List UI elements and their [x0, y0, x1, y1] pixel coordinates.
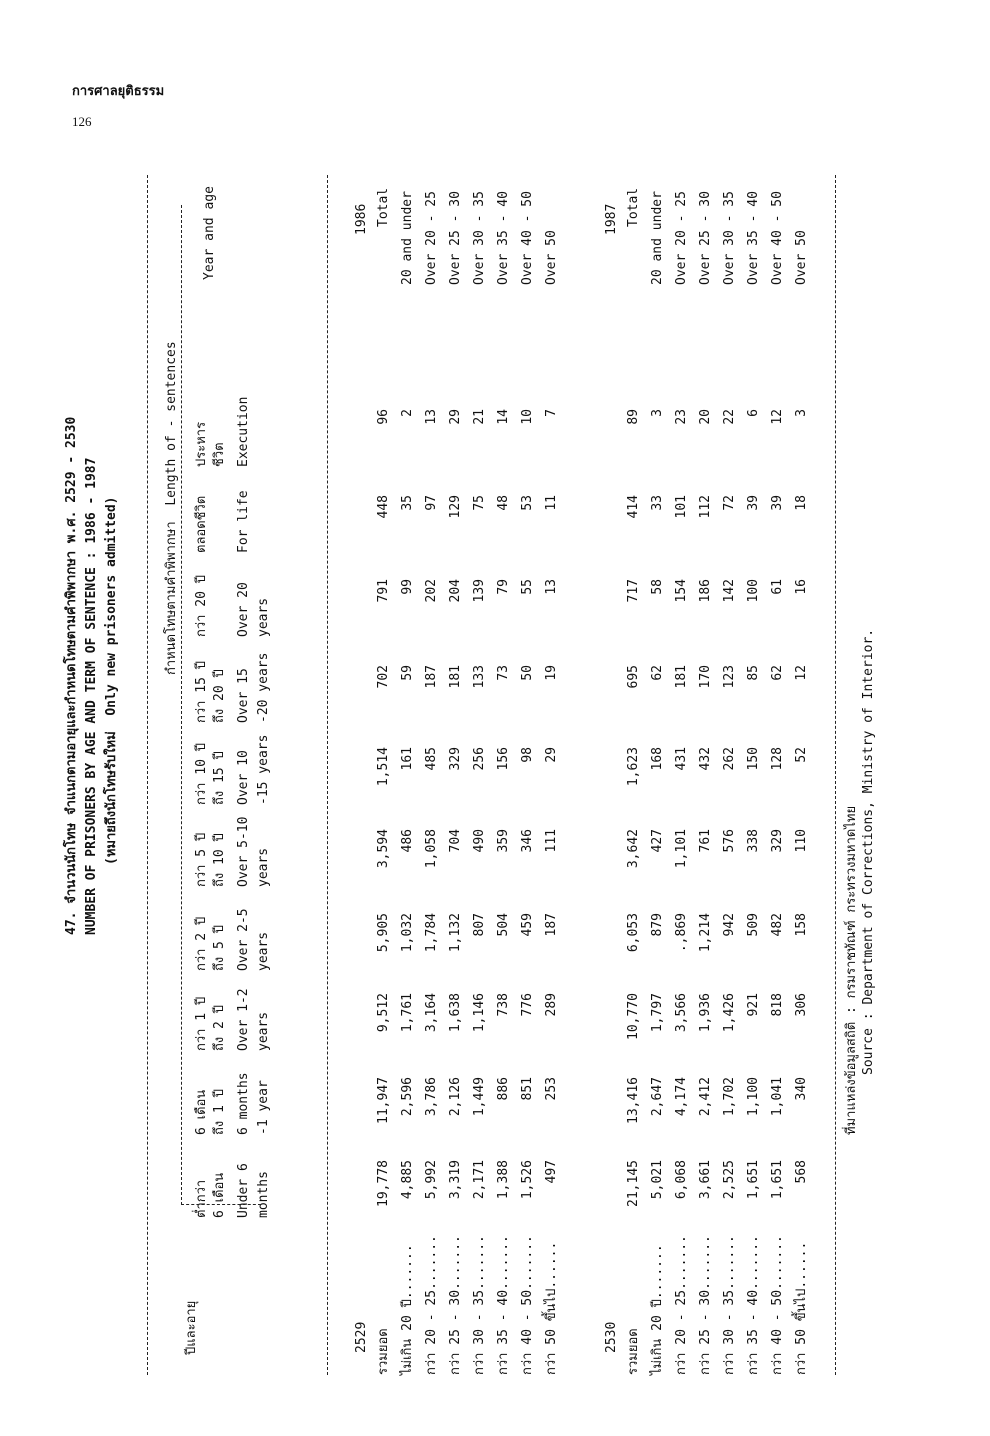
cell-value: 35 [400, 495, 415, 511]
cell-value: 886 [496, 1077, 511, 1101]
group-header-rule [181, 205, 182, 1205]
cell-value: 16 [794, 579, 809, 595]
cell-value: 4,885 [400, 1160, 415, 1200]
cell-value: 414 [626, 495, 641, 519]
cell-value: 490 [472, 829, 487, 853]
column-header-3-en1: Over 1-2 [236, 988, 251, 1051]
cell-value: 170 [698, 665, 713, 689]
cell-value: 1,214 [698, 913, 713, 953]
table-header-rule [327, 175, 328, 1375]
cell-value: 1,426 [722, 993, 737, 1033]
cell-value: 1,058 [424, 829, 439, 869]
cell-value: 3,164 [424, 993, 439, 1033]
cell-value: 4,174 [674, 1077, 689, 1117]
cell-value: 202 [424, 579, 439, 603]
cell-value: 6 [746, 409, 761, 417]
cell-value: 1,032 [400, 913, 415, 953]
row-label-thai: กว่า 35 - 40....... [746, 1235, 761, 1375]
table-bottom-rule [835, 175, 836, 1375]
row-label-thai: กว่า 30 - 35....... [722, 1235, 737, 1375]
cell-value: 79 [496, 579, 511, 595]
cell-value: 329 [770, 829, 785, 853]
section-year-english: 1986 [354, 203, 369, 235]
cell-value: 154 [674, 579, 689, 603]
cell-value: 61 [770, 579, 785, 595]
column-header-6-th1: กว่า 10 ปี [194, 742, 209, 805]
group-header: กำหนดโทษตามคำพิพากษา Length of - sentences [164, 341, 179, 675]
cell-value: 181 [448, 665, 463, 689]
cell-value: 486 [400, 829, 415, 853]
cell-value: 55 [520, 579, 535, 595]
rotated-statistics-table [55, 175, 875, 1375]
cell-value: 187 [424, 665, 439, 689]
cell-value: 100 [746, 579, 761, 603]
column-header-7-en2: -20 years [256, 652, 271, 723]
column-header-7-en1: Over 15 [236, 668, 251, 723]
row-label-english: Over 35 - 40 [496, 191, 511, 285]
column-header-3-th2: ถึง 2 ปี [212, 1005, 227, 1051]
cell-value: 96 [376, 409, 391, 425]
row-label-thai: รวมยอด [376, 1328, 391, 1375]
cell-value: 23 [674, 409, 689, 425]
cell-value: 72 [722, 495, 737, 511]
cell-value: 432 [698, 747, 713, 771]
row-label-thai: กว่า 40 - 50....... [520, 1235, 535, 1375]
cell-value: 427 [650, 829, 665, 853]
cell-value: 1,388 [496, 1160, 511, 1200]
cell-value: 12 [770, 409, 785, 425]
cell-value: 1,702 [722, 1077, 737, 1117]
cell-value: 111 [544, 829, 559, 853]
cell-value: 431 [674, 747, 689, 771]
row-label-thai: กว่า 20 - 25....... [424, 1235, 439, 1375]
cell-value: 53 [520, 495, 535, 511]
column-header-5-en1: Over 5-10 [236, 816, 251, 887]
cell-value: 128 [770, 747, 785, 771]
cell-value: 459 [520, 913, 535, 937]
row-label-thai: กว่า 40 - 50....... [770, 1235, 785, 1375]
row-label-english: Over 20 - 25 [674, 191, 689, 285]
section-year-thai: 2529 [354, 1321, 369, 1353]
cell-value: 112 [698, 495, 713, 519]
cell-value: 62 [770, 665, 785, 681]
cell-value: 1,101 [674, 829, 689, 869]
cell-value: 1,449 [472, 1077, 487, 1117]
column-header-2-th1: 6 เดือน [194, 1089, 209, 1135]
row-label-thai: กว่า 35 - 40....... [496, 1235, 511, 1375]
column-header-1-en2: months [256, 1171, 271, 1218]
cell-value: 52 [794, 747, 809, 763]
row-label-english: Over 30 - 35 [472, 191, 487, 285]
cell-value: 89 [626, 409, 641, 425]
cell-value: 3 [794, 409, 809, 417]
row-label-english: Over 35 - 40 [746, 191, 761, 285]
cell-value: 73 [496, 665, 511, 681]
row-label-english: Over 20 - 25 [424, 191, 439, 285]
cell-value: 776 [520, 993, 535, 1017]
cell-value: 2,596 [400, 1077, 415, 1117]
row-label-english: 20 and under [400, 191, 415, 285]
column-header-10-th1: ประหาร [194, 421, 209, 467]
column-header-8-en2: years [256, 597, 271, 637]
column-header-4-th2: ถึง 5 ปี [212, 925, 227, 971]
cell-value: 1,784 [424, 913, 439, 953]
cell-value: 21 [472, 409, 487, 425]
row-label-english: Over 50 [794, 230, 809, 285]
table-title-english: NUMBER OF PRISONERS BY AGE AND TERM OF SENTENCE : 1986 - 1987 [84, 457, 99, 935]
row-header-english: Year and age [202, 186, 217, 280]
cell-value: 5,905 [376, 913, 391, 953]
cell-value: 5,992 [424, 1160, 439, 1200]
source-english: Source : Department of Corrections, Ministry of Interior. [861, 628, 876, 1075]
column-header-2-en2: -1 year [256, 1080, 271, 1135]
cell-value: 6,053 [626, 913, 641, 953]
cell-value: 156 [496, 747, 511, 771]
cell-value: 3,319 [448, 1160, 463, 1200]
cell-value: 509 [746, 913, 761, 937]
cell-value: 1,638 [448, 993, 463, 1033]
cell-value: 97 [424, 495, 439, 511]
cell-value: 346 [520, 829, 535, 853]
cell-value: 704 [448, 829, 463, 853]
cell-value: 576 [722, 829, 737, 853]
row-label-thai: รวมยอด [626, 1328, 641, 1375]
cell-value: 19,778 [376, 1160, 391, 1207]
cell-value: 791 [376, 579, 391, 603]
cell-value: 101 [674, 495, 689, 519]
page-header-label: การศาลยุติธรรม [72, 83, 165, 98]
section-year-english: 1987 [604, 203, 619, 235]
column-header-5-en2: years [256, 847, 271, 887]
column-header-10-th2: ชีวิต [212, 442, 227, 467]
cell-value: 942 [722, 913, 737, 937]
column-header-3-th1: กว่า 1 ปี [194, 996, 209, 1051]
row-label-english: Over 25 - 30 [448, 191, 463, 285]
row-label-thai: กว่า 30 - 35....... [472, 1235, 487, 1375]
cell-value: 168 [650, 747, 665, 771]
cell-value: 1,526 [520, 1160, 535, 1200]
cell-value: 10,770 [626, 993, 641, 1040]
cell-value: 18 [794, 495, 809, 511]
cell-value: 139 [472, 579, 487, 603]
cell-value: 62 [650, 665, 665, 681]
cell-value: 879 [650, 913, 665, 937]
page-number: 126 [72, 114, 92, 129]
cell-value: 13 [544, 579, 559, 595]
column-header-1-th2: 6 เดือน [212, 1172, 227, 1218]
cell-value: 29 [448, 409, 463, 425]
cell-value: 359 [496, 829, 511, 853]
table-top-rule [147, 175, 148, 1375]
cell-value: 306 [794, 993, 809, 1017]
cell-value: 253 [544, 1077, 559, 1101]
cell-value: 133 [472, 665, 487, 689]
cell-value: 7 [544, 409, 559, 417]
cell-value: 329 [448, 747, 463, 771]
column-header-6-en1: Over 10 [236, 750, 251, 805]
cell-value: 1,041 [770, 1077, 785, 1117]
cell-value: 6,068 [674, 1160, 689, 1200]
cell-value: 2,525 [722, 1160, 737, 1200]
cell-value: 22 [722, 409, 737, 425]
column-header-6-en2: -15 years [256, 734, 271, 805]
cell-value: 29 [544, 747, 559, 763]
cell-value: 1,623 [626, 747, 641, 787]
column-header-5-th2: ถึง 10 ปี [212, 833, 227, 887]
cell-value: 21,145 [626, 1160, 641, 1207]
cell-value: 58 [650, 579, 665, 595]
cell-value: 338 [746, 829, 761, 853]
cell-value: 3,566 [674, 993, 689, 1033]
cell-value: 13,416 [626, 1077, 641, 1124]
cell-value: 10 [520, 409, 535, 425]
row-label-thai: กว่า 50 ขึ้นไป...... [794, 1241, 809, 1375]
cell-value: 340 [794, 1077, 809, 1101]
row-label-english: Over 50 [544, 230, 559, 285]
cell-value: 13 [424, 409, 439, 425]
column-header-5-th1: กว่า 5 ปี [194, 832, 209, 887]
cell-value: 1,651 [746, 1160, 761, 1200]
row-label-english: Total [376, 187, 391, 227]
cell-value: 161 [400, 747, 415, 771]
cell-value: 818 [770, 993, 785, 1017]
cell-value: 485 [424, 747, 439, 771]
cell-value: 19 [544, 665, 559, 681]
section-year-thai: 2530 [604, 1321, 619, 1353]
cell-value: 59 [400, 665, 415, 681]
cell-value: 1,514 [376, 747, 391, 787]
cell-value: 761 [698, 829, 713, 853]
row-label-thai: กว่า 50 ขึ้นไป...... [544, 1241, 559, 1375]
cell-value: 3,642 [626, 829, 641, 869]
cell-value: 98 [520, 747, 535, 763]
cell-value: .,869 [674, 913, 689, 953]
source-thai: ที่มาแหล่งข้อมูลสถิติ : กรมราชทัณฑ์ กระทรวงมหาดไทย [844, 805, 859, 1135]
cell-value: 2,171 [472, 1160, 487, 1200]
cell-value: 1,651 [770, 1160, 785, 1200]
cell-value: 1,797 [650, 993, 665, 1033]
column-header-8-en1: Over 20 [236, 582, 251, 637]
column-header-3-en2: years [256, 1011, 271, 1051]
cell-value: 3 [650, 409, 665, 417]
cell-value: 448 [376, 495, 391, 519]
cell-value: 497 [544, 1160, 559, 1184]
cell-value: 2,647 [650, 1077, 665, 1117]
cell-value: 123 [722, 665, 737, 689]
row-label-thai: กว่า 25 - 30....... [448, 1235, 463, 1375]
row-label-thai: ไม่เกิน 20 ปี....... [400, 1244, 415, 1375]
cell-value: 142 [722, 579, 737, 603]
cell-value: 1,146 [472, 993, 487, 1033]
cell-value: 851 [520, 1077, 535, 1101]
cell-value: 33 [650, 495, 665, 511]
cell-value: 3,786 [424, 1077, 439, 1117]
cell-value: 1,132 [448, 913, 463, 953]
cell-value: 20 [698, 409, 713, 425]
cell-value: 11,947 [376, 1077, 391, 1124]
table-title-thai: 47. จำนวนนักโทษ จำแนกตามอายุและกำหนดโทษตามคำพิพากษา พ.ศ. 2529 - 2530 [64, 416, 79, 935]
cell-value: 12 [794, 665, 809, 681]
cell-value: 921 [746, 993, 761, 1017]
cell-value: 11 [544, 495, 559, 511]
column-header-9-en1: For life [236, 490, 251, 553]
cell-value: 807 [472, 913, 487, 937]
row-label-english: Over 40 - 50 [770, 191, 785, 285]
cell-value: 289 [544, 993, 559, 1017]
row-label-thai: กว่า 25 - 30....... [698, 1235, 713, 1375]
cell-value: 9,512 [376, 993, 391, 1033]
cell-value: 702 [376, 665, 391, 689]
cell-value: 181 [674, 665, 689, 689]
cell-value: 5,021 [650, 1160, 665, 1200]
column-header-10-en1: Execution [236, 396, 251, 467]
cell-value: 504 [496, 913, 511, 937]
column-header-1-th1: ต่ำกว่า [194, 1179, 209, 1218]
cell-value: 738 [496, 993, 511, 1017]
cell-value: 204 [448, 579, 463, 603]
cell-value: 695 [626, 665, 641, 689]
cell-value: 129 [448, 495, 463, 519]
column-header-2-en1: 6 months [236, 1072, 251, 1135]
row-header-thai: ปีและอายุ [184, 1300, 199, 1355]
cell-value: 2,126 [448, 1077, 463, 1117]
cell-value: 482 [770, 913, 785, 937]
column-header-4-en1: Over 2-5 [236, 908, 251, 971]
cell-value: 99 [400, 579, 415, 595]
table-title-note: (หมายถึงนักโทษรับใหม่ Only new prisoners admitted) [104, 496, 119, 865]
row-label-english: Over 30 - 35 [722, 191, 737, 285]
cell-value: 2,412 [698, 1077, 713, 1117]
cell-value: 3,594 [376, 829, 391, 869]
cell-value: 3,661 [698, 1160, 713, 1200]
column-header-4-th1: กว่า 2 ปี [194, 916, 209, 971]
row-label-english: Total [626, 187, 641, 227]
row-label-thai: ไม่เกิน 20 ปี....... [650, 1244, 665, 1375]
column-header-8-th1: กว่า 20 ปี [194, 574, 209, 637]
cell-value: 186 [698, 579, 713, 603]
cell-value: 1,936 [698, 993, 713, 1033]
column-header-6-th2: ถึง 15 ปี [212, 751, 227, 805]
cell-value: 1,761 [400, 993, 415, 1033]
cell-value: 110 [794, 829, 809, 853]
column-header-2-th2: ถึง 1 ปี [212, 1089, 227, 1135]
cell-value: 717 [626, 579, 641, 603]
header-separator [181, 1204, 261, 1205]
cell-value: 256 [472, 747, 487, 771]
cell-value: 158 [794, 913, 809, 937]
row-label-english: 20 and under [650, 191, 665, 285]
cell-value: 39 [770, 495, 785, 511]
cell-value: 50 [520, 665, 535, 681]
cell-value: 262 [722, 747, 737, 771]
cell-value: 14 [496, 409, 511, 425]
column-header-7-th1: กว่า 15 ปี [194, 660, 209, 723]
column-header-9-th1: ตลอดชีวิต [194, 495, 209, 553]
row-label-thai: กว่า 20 - 25....... [674, 1235, 689, 1375]
cell-value: 39 [746, 495, 761, 511]
row-label-english: Over 40 - 50 [520, 191, 535, 285]
cell-value: 2 [400, 409, 415, 417]
column-header-4-en2: years [256, 931, 271, 971]
cell-value: 568 [794, 1160, 809, 1184]
cell-value: 75 [472, 495, 487, 511]
cell-value: 150 [746, 747, 761, 771]
column-header-1-en1: Under 6 [236, 1163, 251, 1218]
cell-value: 1,100 [746, 1077, 761, 1117]
cell-value: 85 [746, 665, 761, 681]
row-label-english: Over 25 - 30 [698, 191, 713, 285]
column-header-7-th2: ถึง 20 ปี [212, 669, 227, 723]
cell-value: 48 [496, 495, 511, 511]
cell-value: 187 [544, 913, 559, 937]
